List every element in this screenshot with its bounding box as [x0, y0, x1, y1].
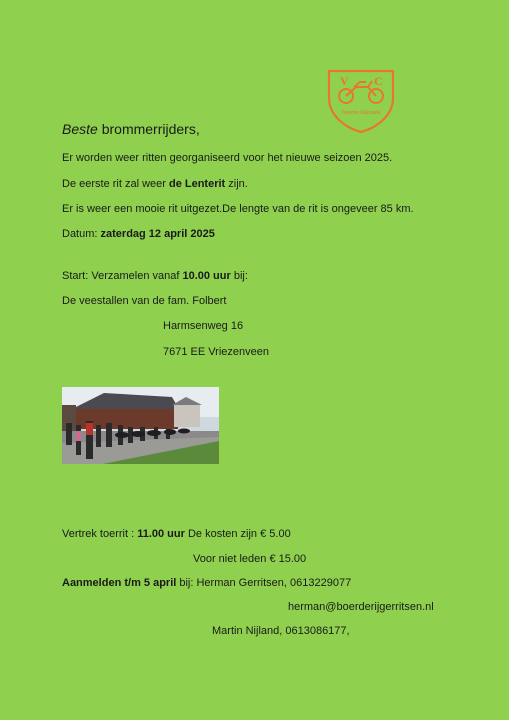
- departure-time: 11.00 uur: [137, 528, 185, 540]
- greeting-rest: brommerrijders,: [101, 121, 200, 137]
- route-text: Er is weer een mooie rit uitgezet.De lengte van de rit is ongeveer 85 km.: [62, 203, 414, 215]
- start-time: 10.00 uur: [182, 270, 231, 282]
- logo-letter-v: V: [340, 74, 349, 88]
- departure-cost: De kosten zijn € 5.00: [184, 528, 291, 540]
- email-address[interactable]: herman@boerderijgerritsen.nl: [288, 601, 434, 613]
- date-line: [62, 228, 215, 240]
- second-contact: Martin Nijland, 0613086177,: [212, 625, 350, 637]
- departure-line: [62, 528, 291, 540]
- greeting: [62, 121, 200, 137]
- departure-label: Vertrek toerrit :: [62, 528, 138, 540]
- date-value: zaterdag 12 april 2025: [100, 228, 215, 240]
- venue-street: Harmsenweg 16: [163, 320, 244, 332]
- event-photo: [62, 387, 219, 464]
- start-after: bij:: [230, 270, 248, 282]
- date-label: Datum:: [62, 228, 101, 240]
- non-member-cost: Voor niet leden € 15.00: [193, 553, 307, 565]
- start-label: Start: Verzamelen vanaf: [62, 270, 183, 282]
- registration-line: [62, 577, 351, 589]
- start-line: [62, 270, 248, 282]
- intro-text: Er worden weer ritten georganiseerd voor het nieuwe seizoen 2025.: [62, 152, 393, 164]
- greeting-italic: Beste: [62, 121, 98, 137]
- first-ride-after: zijn.: [225, 178, 248, 190]
- club-logo: [326, 68, 396, 134]
- first-ride-name: de Lenterit: [168, 178, 226, 190]
- registration-deadline: Aanmelden t/m 5 april: [62, 577, 177, 589]
- logo-ring-text: Twente Klassiek: [341, 110, 381, 116]
- logo-letter-c: C: [374, 74, 383, 88]
- first-ride-before: De eerste rit zal weer: [62, 178, 169, 190]
- registration-contact: bij: Herman Gerritsen, 0613229077: [176, 577, 352, 589]
- venue-name: De veestallen van de fam. Folbert: [62, 295, 227, 307]
- venue-city: 7671 EE Vriezenveen: [163, 346, 269, 358]
- first-ride-text: [62, 178, 248, 190]
